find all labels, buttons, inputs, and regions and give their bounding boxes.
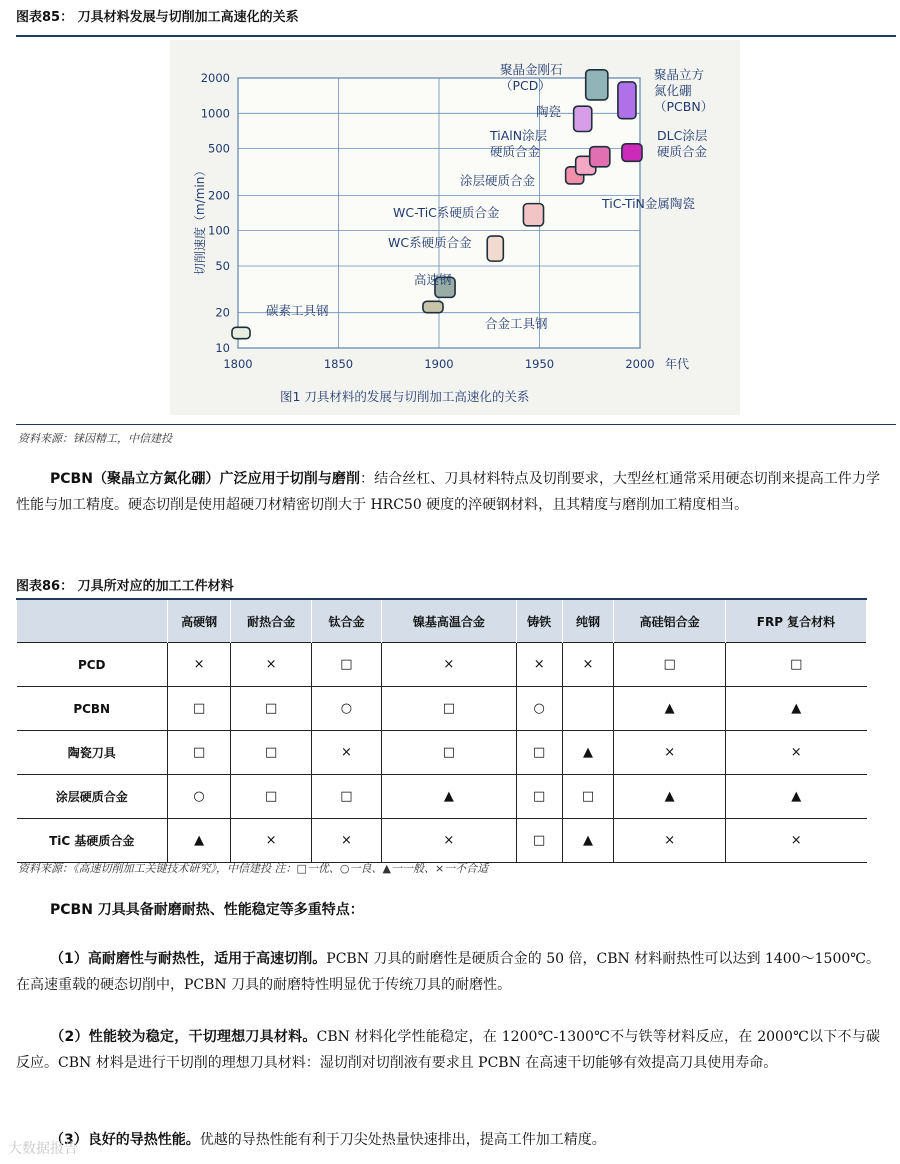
material-label: DLC涂层硬质合金 xyxy=(657,128,708,159)
y-tick-label: 10 xyxy=(215,341,230,355)
table-cell xyxy=(562,687,614,731)
material-box xyxy=(590,147,610,167)
figure-85-title: 图表85： 刀具材料发展与切削加工高速化的关系 xyxy=(16,10,299,25)
row-label: PCBN xyxy=(17,687,168,731)
tool-material-table xyxy=(16,598,867,863)
chart-panel xyxy=(170,40,740,415)
material-label: TiAlN涂层硬质合金 xyxy=(490,128,548,159)
figure-85-top-rule xyxy=(16,35,896,37)
table-cell: □ xyxy=(381,731,516,775)
material-box xyxy=(622,144,642,162)
y-tick-label: 1000 xyxy=(200,106,230,121)
x-axis-label: 年代 xyxy=(665,357,690,371)
table-cell: × xyxy=(516,643,562,687)
paragraph-1-bold: PCBN（聚晶立方氮化硼）广泛应用于切削与磨削 xyxy=(50,471,361,487)
chart-title: 图1 刀具材料的发展与切削加工高速化的关系 xyxy=(280,389,530,404)
figure-85-source: 资料来源：铼因精工，中信建投 xyxy=(18,432,172,445)
paragraph-3-text: PCBN 刀具的耐磨性是硬质合金的 50 倍，CBN 材料耐热性可以达到 1400～1500℃。在高速重载的硬态切削中，PCBN 刀具的耐磨特性明显优于传统刀具的耐磨性。 xyxy=(16,951,880,993)
figure-86-title: 图表86： 刀具所对应的加工工件材料 xyxy=(16,579,234,594)
column-header: 镍基高温合金 xyxy=(381,599,516,643)
table-cell: × xyxy=(167,643,230,687)
table-cell: □ xyxy=(167,687,230,731)
figure-86-source: 资料来源：《高速切削加工关键技术研究》，中信建投 注：□一优、○一良、▲一一般、×一不合适 xyxy=(18,862,489,875)
y-tick-label: 200 xyxy=(208,188,230,203)
paragraph-2-bold: PCBN 刀具具备耐磨耐热、性能稳定等多重特点： xyxy=(50,902,364,918)
table-cell: □ xyxy=(516,731,562,775)
figure-85-bottom-rule xyxy=(16,424,896,425)
paragraph-4-text: CBN 材料化学性能稳定，在 1200℃-1300℃不与铁等材料反应，在 2000℃以下不与碳反应。CBN 材料是进行干切削的理想刀具材料：湿切削对切削液有要求且 PCBN 在高速干切能够有效提高刀具使用寿命。 xyxy=(16,1029,880,1071)
table-cell: □ xyxy=(231,731,312,775)
paragraph-4-bold: （2）性能较为稳定，干切理想刀具材料。 xyxy=(50,1029,317,1045)
table-cell: □ xyxy=(614,643,726,687)
table-cell: × xyxy=(381,819,516,863)
table-cell: □ xyxy=(167,731,230,775)
x-tick-label: 1900 xyxy=(424,357,454,371)
table-cell: ○ xyxy=(167,775,230,819)
material-label: TiC-TiN金属陶瓷 xyxy=(602,196,695,211)
row-label: PCD xyxy=(17,643,168,687)
y-axis-label: 切削速度（m/min） xyxy=(193,164,207,275)
watermark-logo: 大数据报告 xyxy=(8,1141,78,1157)
y-tick-label: 100 xyxy=(208,223,230,238)
table-cell: × xyxy=(311,819,381,863)
material-label: 陶瓷 xyxy=(536,104,562,119)
column-header: FRP 复合材料 xyxy=(725,599,866,643)
row-label: 陶瓷刀具 xyxy=(17,731,168,775)
table-cell: □ xyxy=(231,687,312,731)
x-tick-label: 2000 xyxy=(625,357,655,371)
table-cell: ○ xyxy=(311,687,381,731)
column-header: 高硬钢 xyxy=(167,599,230,643)
paragraph-3-bold: （1）高耐磨性与耐热性，适用于高速切削。 xyxy=(50,951,327,967)
material-label: 碳素工具钢 xyxy=(266,303,329,318)
column-header: 铸铁 xyxy=(516,599,562,643)
table-cell: ▲ xyxy=(381,775,516,819)
material-label: 合金工具钢 xyxy=(485,316,548,331)
paragraph-pcbn-application xyxy=(16,466,880,518)
table-cell: □ xyxy=(311,775,381,819)
x-tick-labels xyxy=(223,357,654,371)
paragraph-5-bold: （3）良好的导热性能。 xyxy=(50,1132,200,1148)
paragraph-stability xyxy=(16,1024,880,1076)
x-tick-label: 1950 xyxy=(524,357,555,371)
table-header-row xyxy=(17,599,867,643)
table-cell: × xyxy=(231,819,312,863)
table-cell: □ xyxy=(381,687,516,731)
material-label: 高速钢 xyxy=(414,272,452,287)
table-cell: ▲ xyxy=(562,819,614,863)
material-box xyxy=(618,82,636,119)
material-box xyxy=(487,236,503,261)
y-tick-label: 50 xyxy=(215,258,230,273)
material-box xyxy=(574,106,592,131)
table-cell: × xyxy=(725,731,866,775)
table-row xyxy=(17,731,867,775)
table-cell: ▲ xyxy=(614,687,726,731)
table-cell: □ xyxy=(516,775,562,819)
paragraph-5-text: 优越的导热性能有利于刀尖处热量快速排出，提高工件加工精度。 xyxy=(199,1132,606,1148)
table-cell: □ xyxy=(725,643,866,687)
material-box xyxy=(586,70,608,100)
column-header: 高硅铝合金 xyxy=(614,599,726,643)
column-header: 纯钢 xyxy=(562,599,614,643)
column-header: 钛合金 xyxy=(311,599,381,643)
table-cell: ▲ xyxy=(167,819,230,863)
table-row xyxy=(17,775,867,819)
material-label: WC系硬质合金 xyxy=(388,235,472,250)
paragraph-thermal xyxy=(16,1127,880,1153)
paragraph-wear-resistance xyxy=(16,946,880,998)
table-row xyxy=(17,687,867,731)
paragraph-pcbn-features xyxy=(16,897,880,923)
table-cell: × xyxy=(614,819,726,863)
table-cell: □ xyxy=(311,643,381,687)
table-cell: × xyxy=(311,731,381,775)
material-box xyxy=(523,204,543,226)
y-tick-label: 2000 xyxy=(200,71,230,85)
speed-vs-year-chart xyxy=(170,40,740,415)
table-cell: □ xyxy=(231,775,312,819)
table-cell: × xyxy=(562,643,614,687)
material-label: 涂层硬质合金 xyxy=(460,173,536,188)
table-row xyxy=(17,643,867,687)
table-cell: ▲ xyxy=(725,775,866,819)
y-tick-label: 500 xyxy=(208,141,230,156)
table-cell: □ xyxy=(562,775,614,819)
table-cell: ▲ xyxy=(725,687,866,731)
x-tick-label: 1800 xyxy=(223,357,253,371)
table-cell: × xyxy=(614,731,726,775)
material-label: WC-TiC系硬质合金 xyxy=(393,205,500,220)
paragraph-1-text: ：结合丝杠、刀具材料特点及切削要求，大型丝杠通常采用硬态切削来提高工件力学性能与加工精度。硬态切削是使用超硬刀材精密切削大于 HRC50 硬度的淬硬钢材料，且其精度与磨削加工精度相当。 xyxy=(16,471,881,513)
header-corner xyxy=(17,599,168,643)
row-label: TiC 基硬质合金 xyxy=(17,819,168,863)
table-cell: ○ xyxy=(516,687,562,731)
material-box xyxy=(232,327,250,338)
table-cell: □ xyxy=(516,819,562,863)
column-header: 耐热合金 xyxy=(231,599,312,643)
table-body xyxy=(17,643,867,863)
material-label: 聚晶立方氮化硼（PCBN） xyxy=(654,67,714,114)
table-cell: ▲ xyxy=(562,731,614,775)
table-cell: × xyxy=(725,819,866,863)
table-row xyxy=(17,819,867,863)
table-cell: × xyxy=(381,643,516,687)
row-label: 涂层硬质合金 xyxy=(17,775,168,819)
y-tick-label: 20 xyxy=(215,305,230,320)
table-cell: × xyxy=(231,643,312,687)
x-tick-label: 1850 xyxy=(323,357,354,371)
material-label: 聚晶金刚石（PCD） xyxy=(500,62,563,93)
table-cell: ▲ xyxy=(614,775,726,819)
material-box xyxy=(423,301,443,312)
